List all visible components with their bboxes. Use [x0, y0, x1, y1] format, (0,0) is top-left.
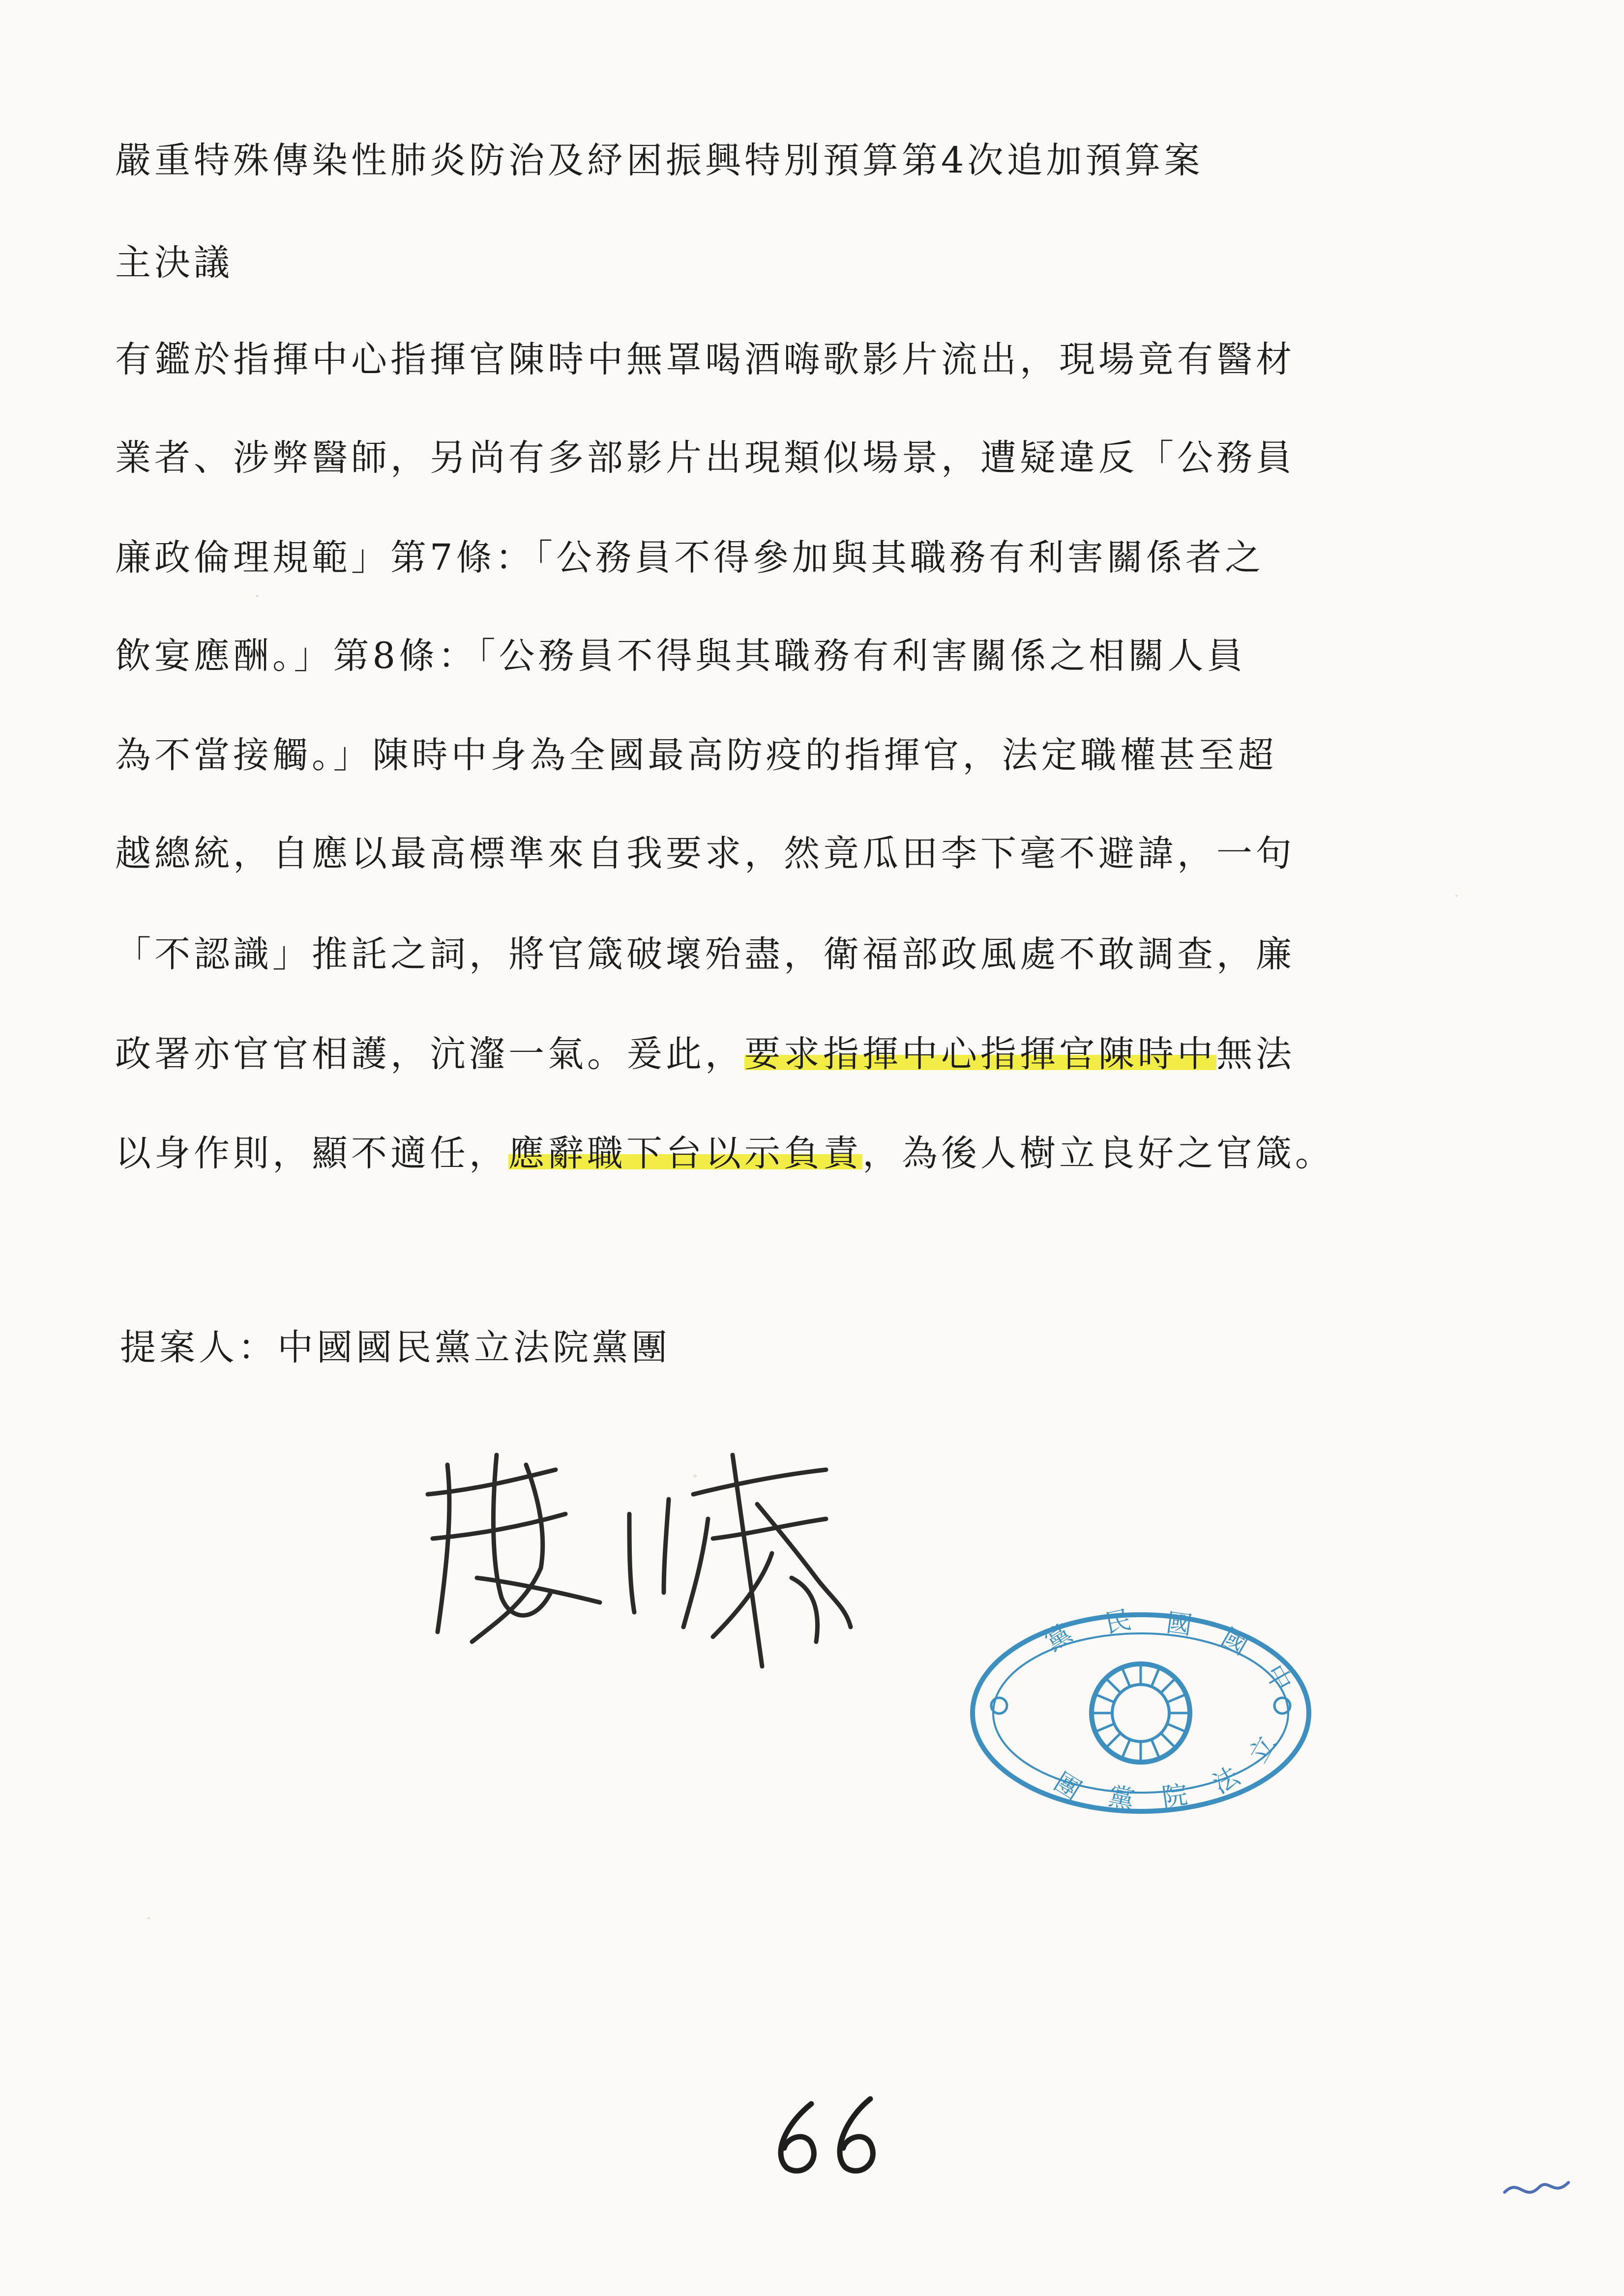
- section-heading: 主決議: [115, 242, 233, 284]
- svg-text:法: 法: [1208, 1761, 1245, 1800]
- paper-speck: [1455, 895, 1458, 897]
- body-segment: 「不認識」推託之詞，將官箴破壞殆盡，衛福部政風處不敢調查，廉: [115, 933, 1295, 975]
- paper-speck: [256, 595, 259, 597]
- body-line: [115, 635, 1246, 677]
- body-line: [115, 1133, 1334, 1174]
- body-segment: 為不當接觸。」陳時中身為全國最高防疫的指揮官，法定職權甚至超: [115, 734, 1277, 776]
- handwritten-signature: [418, 1435, 934, 1681]
- svg-text:黨: 黨: [1106, 1781, 1137, 1816]
- body-segment: 政署亦官官相護，沆瀣一氣。爰此，: [115, 1033, 744, 1075]
- body-line: [115, 933, 1295, 975]
- body-segment: ，為後人樹立良好之官箴。: [862, 1133, 1334, 1174]
- paper-speck: [148, 1917, 150, 1919]
- body-line: [115, 734, 1277, 776]
- body-line: [115, 537, 1264, 579]
- svg-text:院: 院: [1160, 1780, 1190, 1813]
- svg-text:國: 國: [1216, 1623, 1253, 1661]
- svg-text:民: 民: [1102, 1605, 1134, 1639]
- body-segment: 廉政倫理規範」第7條：「公務員不得參加與其職務有利害關係者之: [115, 537, 1264, 579]
- svg-text:國: 國: [1164, 1608, 1194, 1641]
- body-segment: 越總統，自應以最高標準來自我要求，然竟瓜田李下毫不避諱，一句: [115, 833, 1295, 874]
- proposer-line: [120, 1327, 671, 1368]
- body-line: [115, 833, 1295, 874]
- body-segment: 有鑑於指揮中心指揮官陳時中無罩喝酒嗨歌影片流出，現場竟有醫材: [115, 339, 1295, 380]
- svg-text:團: 團: [1049, 1767, 1087, 1806]
- svg-text:黨: 黨: [1040, 1618, 1078, 1657]
- body-segment: 飲宴應酬。」第8條：「公務員不得與其職務有利害關係之相關人員: [115, 635, 1246, 677]
- document-title: 嚴重特殊傳染性肺炎防治及紓困振興特別預算第4次追加預算案: [115, 140, 1204, 181]
- proposer-name: 中國國民黨立法院黨團: [277, 1327, 671, 1368]
- body-line: [115, 1033, 1295, 1075]
- highlighted-segment: 要求指揮中心指揮官陳時中: [744, 1033, 1216, 1075]
- body-line: [115, 437, 1295, 479]
- proposer-label: 提案人：: [120, 1327, 277, 1368]
- page-number: [757, 2084, 905, 2182]
- body-segment: 無法: [1216, 1033, 1295, 1075]
- party-seal: [964, 1598, 1318, 1829]
- handwritten-page-number: [757, 2084, 905, 2182]
- svg-text:中: 中: [1259, 1659, 1298, 1697]
- highlighted-segment: 應辭職下台以示負責: [508, 1133, 862, 1174]
- svg-text:立: 立: [1243, 1731, 1282, 1768]
- pen-mark-icon: [1495, 2158, 1578, 2212]
- body-segment: 業者、涉弊醫師，另尚有多部影片出現類似場景，遭疑違反「公務員: [115, 437, 1295, 479]
- body-segment: 以身作則，顯不適任，: [115, 1133, 508, 1174]
- body-line: [115, 339, 1295, 380]
